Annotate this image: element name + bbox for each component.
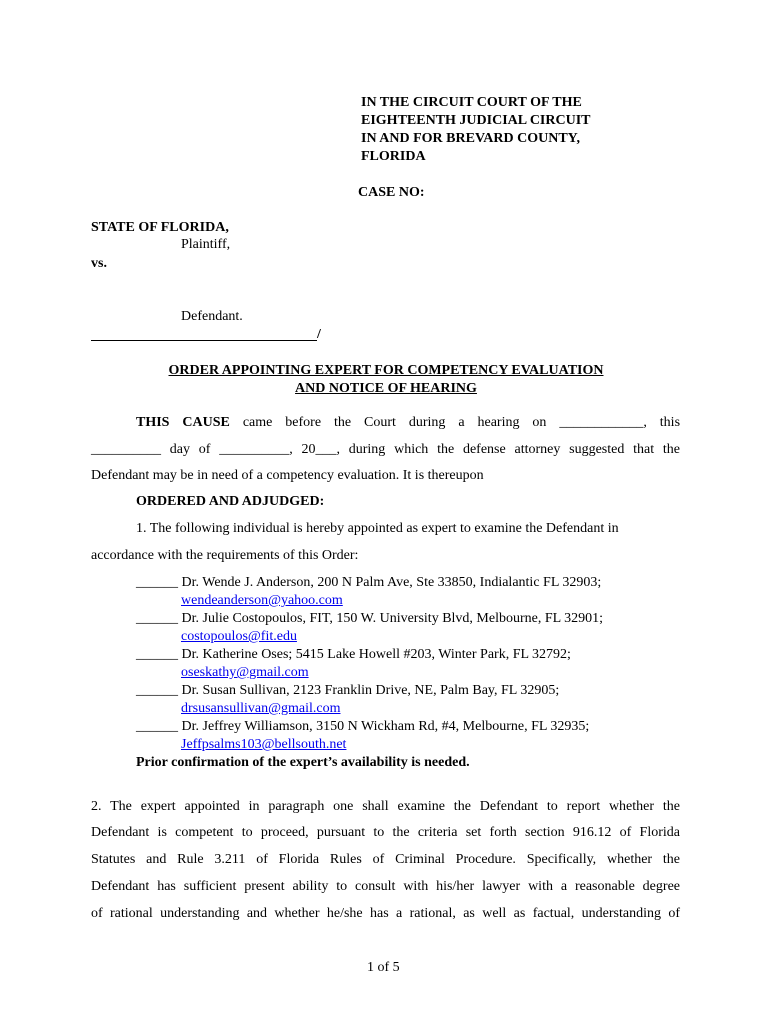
- plaintiff-role: Plaintiff,: [181, 237, 231, 252]
- paragraph-2-line: of rational understanding and whether he/she has a rational, as well as factual, understanding of: [91, 906, 680, 921]
- court-header-line: IN THE CIRCUIT COURT OF THE: [361, 95, 582, 110]
- expert-line: ______ Dr. Susan Sullivan, 2123 Franklin Drive, NE, Palm Bay, FL 32905;: [136, 683, 560, 698]
- paragraph-2-line: 2. The expert appointed in paragraph one shall examine the Defendant to report whether the: [91, 799, 680, 814]
- court-header: [361, 94, 591, 166]
- ordered-and-adjudged: ORDERED AND ADJUDGED:: [136, 494, 325, 509]
- expert-email-link[interactable]: Jeffpsalms103@bellsouth.net: [181, 737, 347, 752]
- confirmation-note: Prior confirmation of the expert’s availability is needed.: [136, 755, 470, 770]
- page-number: 1 of 5: [367, 960, 400, 975]
- paragraph-1-line-2: accordance with the requirements of this Order:: [91, 548, 359, 563]
- this-cause-label: THIS CAUSE: [136, 415, 230, 430]
- expert-line: ______ Dr. Jeffrey Williamson, 3150 N Wickham Rd, #4, Melbourne, FL 32935;: [136, 719, 590, 734]
- court-header-line: EIGHTEENTH JUDICIAL CIRCUIT: [361, 113, 591, 128]
- paragraph-1-line-1: 1. The following individual is hereby appointed as expert to examine the Defendant in: [136, 521, 619, 536]
- paragraph-2-line: Defendant has sufficient present ability to consult with his/her lawyer with a reasonable degree: [91, 879, 680, 894]
- caption-signature-line: [91, 340, 317, 341]
- expert-line: ______ Dr. Wende J. Anderson, 200 N Palm Ave, Ste 33850, Indialantic FL 32903;: [136, 575, 602, 590]
- defendant-role: Defendant.: [181, 309, 243, 324]
- intro-line-2: __________ day of __________, 20___, during which the defense attorney suggested that the: [91, 442, 680, 457]
- expert-email-link[interactable]: oseskathy@gmail.com: [181, 665, 309, 680]
- versus-label: vs.: [91, 256, 107, 271]
- plaintiff-name: STATE OF FLORIDA,: [91, 220, 229, 235]
- expert-email-link[interactable]: costopoulos@fit.edu: [181, 629, 297, 644]
- case-number-label: CASE NO:: [358, 185, 425, 200]
- intro-line-3: Defendant may be in need of a competency evaluation. It is thereupon: [91, 468, 484, 483]
- order-title-line: AND NOTICE OF HEARING: [295, 381, 477, 396]
- order-title: [91, 362, 681, 398]
- court-header-line: FLORIDA: [361, 149, 426, 164]
- intro-line-1: [91, 415, 680, 431]
- court-header-line: IN AND FOR BREVARD COUNTY,: [361, 131, 580, 146]
- expert-email-link[interactable]: drsusansullivan@gmail.com: [181, 701, 341, 716]
- paragraph-2-line: Defendant is competent to proceed, pursuant to the criteria set forth section 916.12 of Florida: [91, 825, 680, 840]
- expert-email-link[interactable]: wendeanderson@yahoo.com: [181, 593, 343, 608]
- intro-line-1-text: came before the Court during a hearing on ____________, this: [242, 415, 681, 430]
- expert-line: ______ Dr. Katherine Oses; 5415 Lake Howell #203, Winter Park, FL 32792;: [136, 647, 571, 662]
- order-title-line: ORDER APPOINTING EXPERT FOR COMPETENCY EVALUATION: [168, 363, 604, 378]
- expert-line: ______ Dr. Julie Costopoulos, FIT, 150 W. University Blvd, Melbourne, FL 32901;: [136, 611, 604, 626]
- caption-closing-slash: /: [317, 327, 321, 342]
- paragraph-2-line: Statutes and Rule 3.211 of Florida Rules of Criminal Procedure. Specifically, whether the: [91, 852, 680, 867]
